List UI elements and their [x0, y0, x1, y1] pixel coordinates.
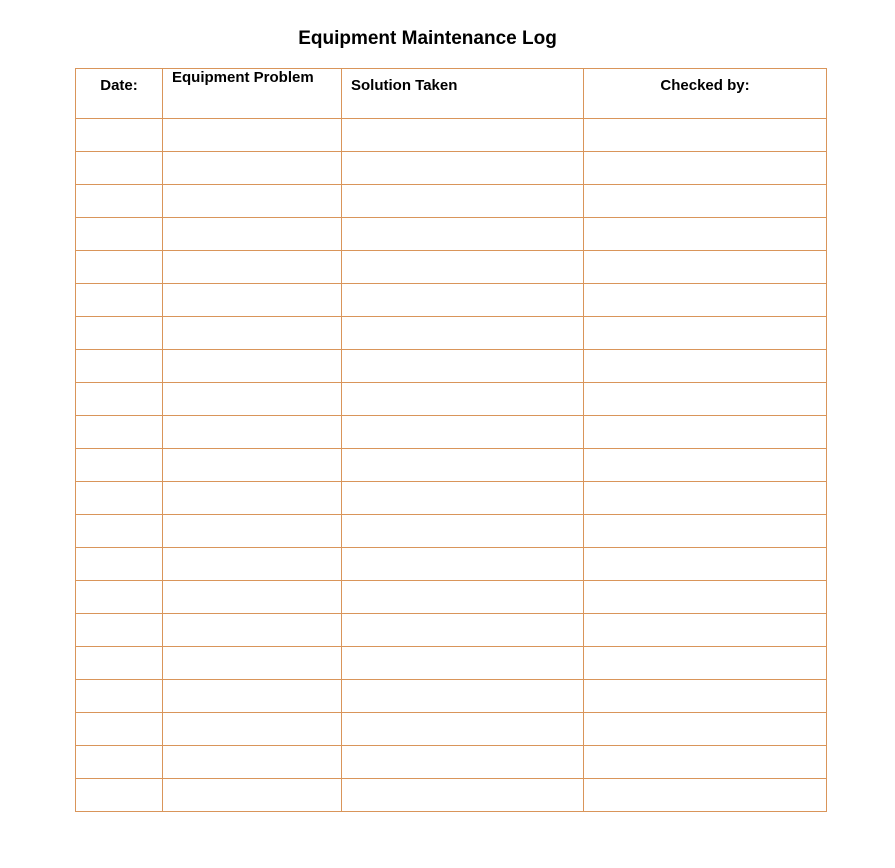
problem-cell[interactable] — [163, 119, 342, 152]
solution-cell[interactable] — [342, 581, 584, 614]
header-row — [76, 69, 827, 119]
date-cell[interactable] — [76, 779, 163, 812]
solution-cell[interactable] — [342, 515, 584, 548]
date-cell[interactable] — [76, 317, 163, 350]
problem-cell[interactable] — [163, 185, 342, 218]
table-row — [76, 779, 827, 812]
solution-cell[interactable] — [342, 350, 584, 383]
solution-cell[interactable] — [342, 746, 584, 779]
header-checked-label: Checked by: — [660, 77, 750, 94]
date-cell[interactable] — [76, 350, 163, 383]
checked-cell[interactable] — [584, 119, 827, 152]
checked-cell[interactable] — [584, 218, 827, 251]
date-cell[interactable] — [76, 119, 163, 152]
table-row — [76, 350, 827, 383]
solution-cell[interactable] — [342, 152, 584, 185]
checked-cell[interactable] — [584, 779, 827, 812]
date-cell[interactable] — [76, 515, 163, 548]
solution-cell[interactable] — [342, 119, 584, 152]
solution-cell[interactable] — [342, 317, 584, 350]
checked-cell[interactable] — [584, 185, 827, 218]
checked-cell[interactable] — [584, 482, 827, 515]
header-cell-solution — [342, 69, 584, 119]
date-cell[interactable] — [76, 647, 163, 680]
header-solution-label: Solution Taken — [351, 77, 458, 94]
checked-cell[interactable] — [584, 251, 827, 284]
header-cell-date — [76, 69, 163, 119]
checked-cell[interactable] — [584, 152, 827, 185]
date-cell[interactable] — [76, 680, 163, 713]
checked-cell[interactable] — [584, 746, 827, 779]
problem-cell[interactable] — [163, 779, 342, 812]
checked-cell[interactable] — [584, 581, 827, 614]
date-cell[interactable] — [76, 416, 163, 449]
solution-cell[interactable] — [342, 680, 584, 713]
solution-cell[interactable] — [342, 185, 584, 218]
checked-cell[interactable] — [584, 680, 827, 713]
date-cell[interactable] — [76, 713, 163, 746]
date-cell[interactable] — [76, 449, 163, 482]
problem-cell[interactable] — [163, 680, 342, 713]
problem-cell[interactable] — [163, 251, 342, 284]
date-cell[interactable] — [76, 548, 163, 581]
problem-cell[interactable] — [163, 449, 342, 482]
date-cell[interactable] — [76, 251, 163, 284]
page-title: Equipment Maintenance Log — [298, 28, 557, 49]
checked-cell[interactable] — [584, 449, 827, 482]
solution-cell[interactable] — [342, 251, 584, 284]
problem-cell[interactable] — [163, 152, 342, 185]
checked-cell[interactable] — [584, 383, 827, 416]
solution-cell[interactable] — [342, 218, 584, 251]
header-cell-checked — [584, 69, 827, 119]
maintenance-log-table — [75, 68, 827, 812]
problem-cell[interactable] — [163, 746, 342, 779]
problem-cell[interactable] — [163, 581, 342, 614]
problem-cell[interactable] — [163, 350, 342, 383]
solution-cell[interactable] — [342, 779, 584, 812]
date-cell[interactable] — [76, 284, 163, 317]
table-row — [76, 152, 827, 185]
solution-cell[interactable] — [342, 383, 584, 416]
checked-cell[interactable] — [584, 416, 827, 449]
problem-cell[interactable] — [163, 218, 342, 251]
table-row — [76, 713, 827, 746]
table-row — [76, 680, 827, 713]
date-cell[interactable] — [76, 746, 163, 779]
solution-cell[interactable] — [342, 614, 584, 647]
table-row — [76, 416, 827, 449]
problem-cell[interactable] — [163, 482, 342, 515]
log-body — [76, 119, 827, 812]
date-cell[interactable] — [76, 482, 163, 515]
table-row — [76, 647, 827, 680]
problem-cell[interactable] — [163, 383, 342, 416]
checked-cell[interactable] — [584, 548, 827, 581]
problem-cell[interactable] — [163, 284, 342, 317]
solution-cell[interactable] — [342, 284, 584, 317]
problem-cell[interactable] — [163, 647, 342, 680]
solution-cell[interactable] — [342, 416, 584, 449]
table-row — [76, 515, 827, 548]
date-cell[interactable] — [76, 581, 163, 614]
checked-cell[interactable] — [584, 614, 827, 647]
table-row — [76, 383, 827, 416]
table-row — [76, 449, 827, 482]
table-row — [76, 482, 827, 515]
checked-cell[interactable] — [584, 317, 827, 350]
solution-cell[interactable] — [342, 482, 584, 515]
date-cell[interactable] — [76, 185, 163, 218]
solution-cell[interactable] — [342, 713, 584, 746]
checked-cell[interactable] — [584, 713, 827, 746]
problem-cell[interactable] — [163, 515, 342, 548]
table-row — [76, 218, 827, 251]
solution-cell[interactable] — [342, 548, 584, 581]
header-problem-label: Equipment Problem — [172, 69, 314, 86]
solution-cell[interactable] — [342, 449, 584, 482]
table-row — [76, 119, 827, 152]
checked-cell[interactable] — [584, 350, 827, 383]
problem-cell[interactable] — [163, 317, 342, 350]
header-cell-problem — [163, 69, 342, 119]
header-date-label: Date: — [100, 77, 138, 94]
checked-cell[interactable] — [584, 647, 827, 680]
checked-cell[interactable] — [584, 284, 827, 317]
table-row — [76, 251, 827, 284]
date-cell[interactable] — [76, 218, 163, 251]
date-cell[interactable] — [76, 383, 163, 416]
table-row — [76, 185, 827, 218]
date-cell[interactable] — [76, 614, 163, 647]
problem-cell[interactable] — [163, 416, 342, 449]
table-row — [76, 317, 827, 350]
table-row — [76, 548, 827, 581]
date-cell[interactable] — [76, 152, 163, 185]
table-row — [76, 581, 827, 614]
table-row — [76, 614, 827, 647]
table-row — [76, 746, 827, 779]
problem-cell[interactable] — [163, 548, 342, 581]
solution-cell[interactable] — [342, 647, 584, 680]
checked-cell[interactable] — [584, 515, 827, 548]
table-row — [76, 284, 827, 317]
problem-cell[interactable] — [163, 614, 342, 647]
problem-cell[interactable] — [163, 713, 342, 746]
